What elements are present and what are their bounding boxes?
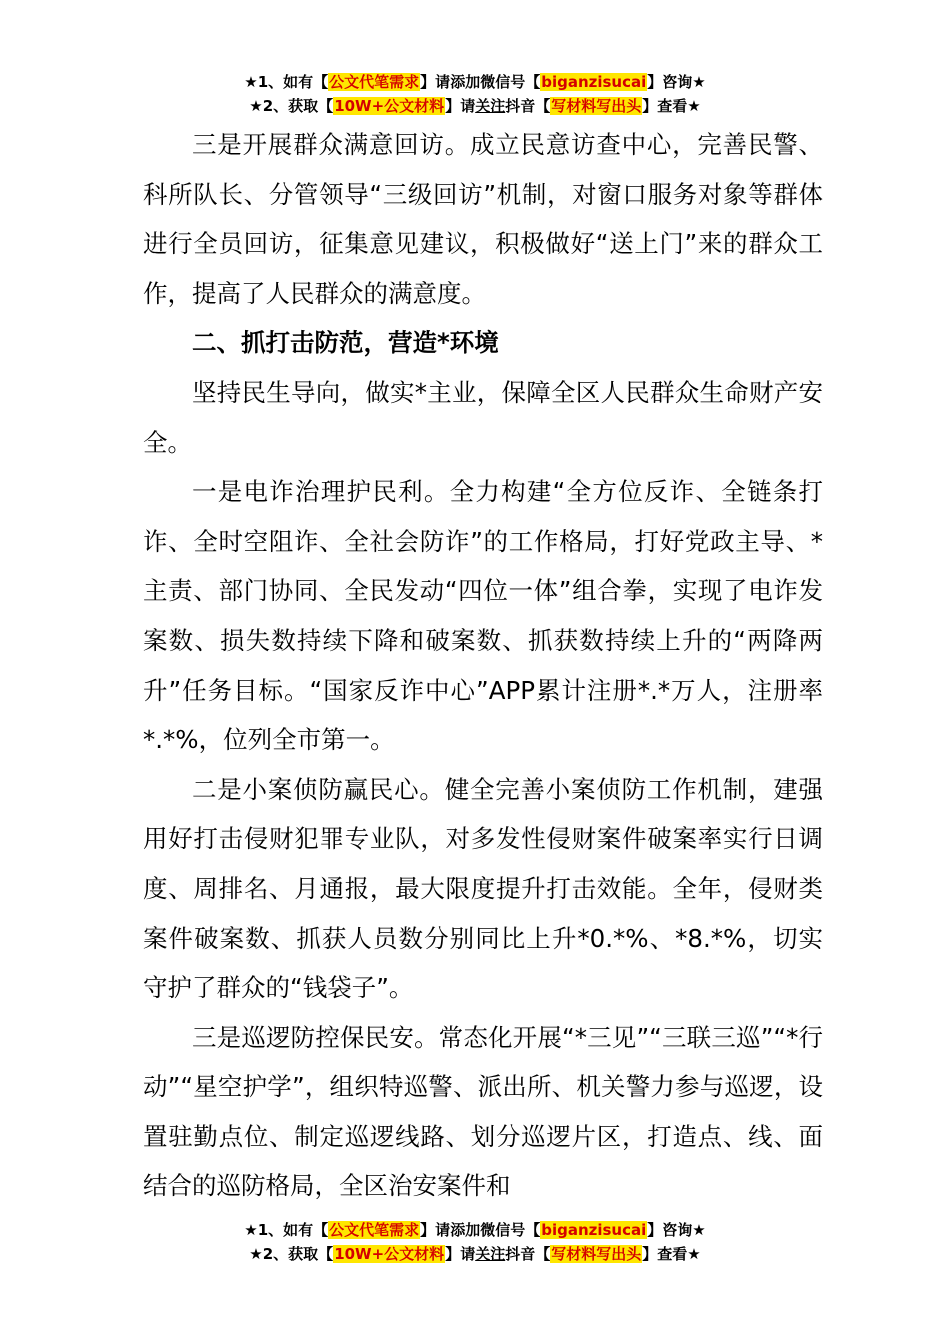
promo-text: ★1、如有【 <box>244 1221 329 1239</box>
promo-text: 添加 <box>450 1221 481 1239</box>
promo-text: ★2、获取【 <box>249 97 334 115</box>
promo-line-2 <box>0 94 950 118</box>
promo-highlight: 10W+公文材料 <box>334 97 445 115</box>
promo-text: 】咨询★ <box>647 73 706 91</box>
promo-line-1 <box>0 70 950 94</box>
promo-text: 】咨询★ <box>647 1221 706 1239</box>
promo-text: 关注 <box>475 1245 506 1263</box>
paragraph-patrol: 三是巡逻防控保民安。常态化开展“*三见”“三联三巡”“*行动”“星空护学”，组织特巡警、派出所、机关警力参与巡逻，设置驻勤点位、制定巡逻线路、划分巡逻片区，打造点、线、面结合的巡防格局，全区治安案件和 <box>143 1022 823 1201</box>
promo-highlight: biganzisucai <box>541 73 647 91</box>
promo-banner-top <box>0 70 950 118</box>
promo-highlight: biganzisucai <box>541 1221 647 1239</box>
paragraph-telecom-fraud: 一是电诈治理护民利。全力构建“全方位反诈、全链条打诈、全时空阻诈、全社会防诈”的工作格局，打好党政主导、*主责、部门协同、全民发动“四位一体”组合拳，实现了电诈发案数、损失数持续下降和破案数、抓获数持续上升的“两降两升”任务目标。“国家反诈中心”APP累计注册*.*万人，注册率*.*%，位列全市第一。 <box>143 477 823 755</box>
document-body <box>143 120 823 1211</box>
promo-text: 】请 <box>420 1221 451 1239</box>
promo-text: 】查看★ <box>642 1245 701 1263</box>
promo-text: 微信号【 <box>480 73 541 91</box>
promo-text: 】请 <box>445 1245 476 1263</box>
promo-text: 】查看★ <box>642 97 701 115</box>
promo-text: ★1、如有【 <box>244 73 329 91</box>
promo-text: 关注 <box>475 97 506 115</box>
promo-line-1 <box>0 1218 950 1242</box>
promo-highlight: 写材料写出头 <box>551 1245 642 1263</box>
promo-text: 微信号【 <box>480 1221 541 1239</box>
section-heading: 二、抓打击防范，营造*环境 <box>192 328 499 358</box>
promo-highlight: 公文代笔需求 <box>329 73 420 91</box>
promo-highlight: 10W+公文材料 <box>334 1245 445 1263</box>
promo-highlight: 写材料写出头 <box>551 97 642 115</box>
promo-text: 抖音【 <box>505 97 551 115</box>
promo-highlight: 公文代笔需求 <box>329 1221 420 1239</box>
promo-banner-bottom <box>0 1218 950 1266</box>
paragraph-satisfaction-visit: 三是开展群众满意回访。成立民意访查中心，完善民警、科所队长、分管领导“三级回访”机制，对窗口服务对象等群体进行全员回访，征集意见建议，积极做好“送上门”来的群众工作，提高了人民群众的满意度。 <box>143 130 823 308</box>
paragraph-small-case: 二是小案侦防赢民心。健全完善小案侦防工作机制，建强用好打击侵财犯罪专业队，对多发性侵财案件破案率实行日调度、周排名、月通报，最大限度提升打击效能。全年，侵财类案件破案数、抓获人员数分别同比上升*0.*%、*8.*%，切实守护了群众的“钱袋子”。 <box>143 774 823 1003</box>
promo-line-2 <box>0 1242 950 1266</box>
promo-text: 添加 <box>450 73 481 91</box>
promo-text: ★2、获取【 <box>249 1245 334 1263</box>
paragraph-intro: 坚持民生导向，做实*主业，保障全区人民群众生命财产安全。 <box>143 377 823 457</box>
promo-text: 】请 <box>420 73 451 91</box>
promo-text: 】请 <box>445 97 476 115</box>
promo-text: 抖音【 <box>505 1245 551 1263</box>
